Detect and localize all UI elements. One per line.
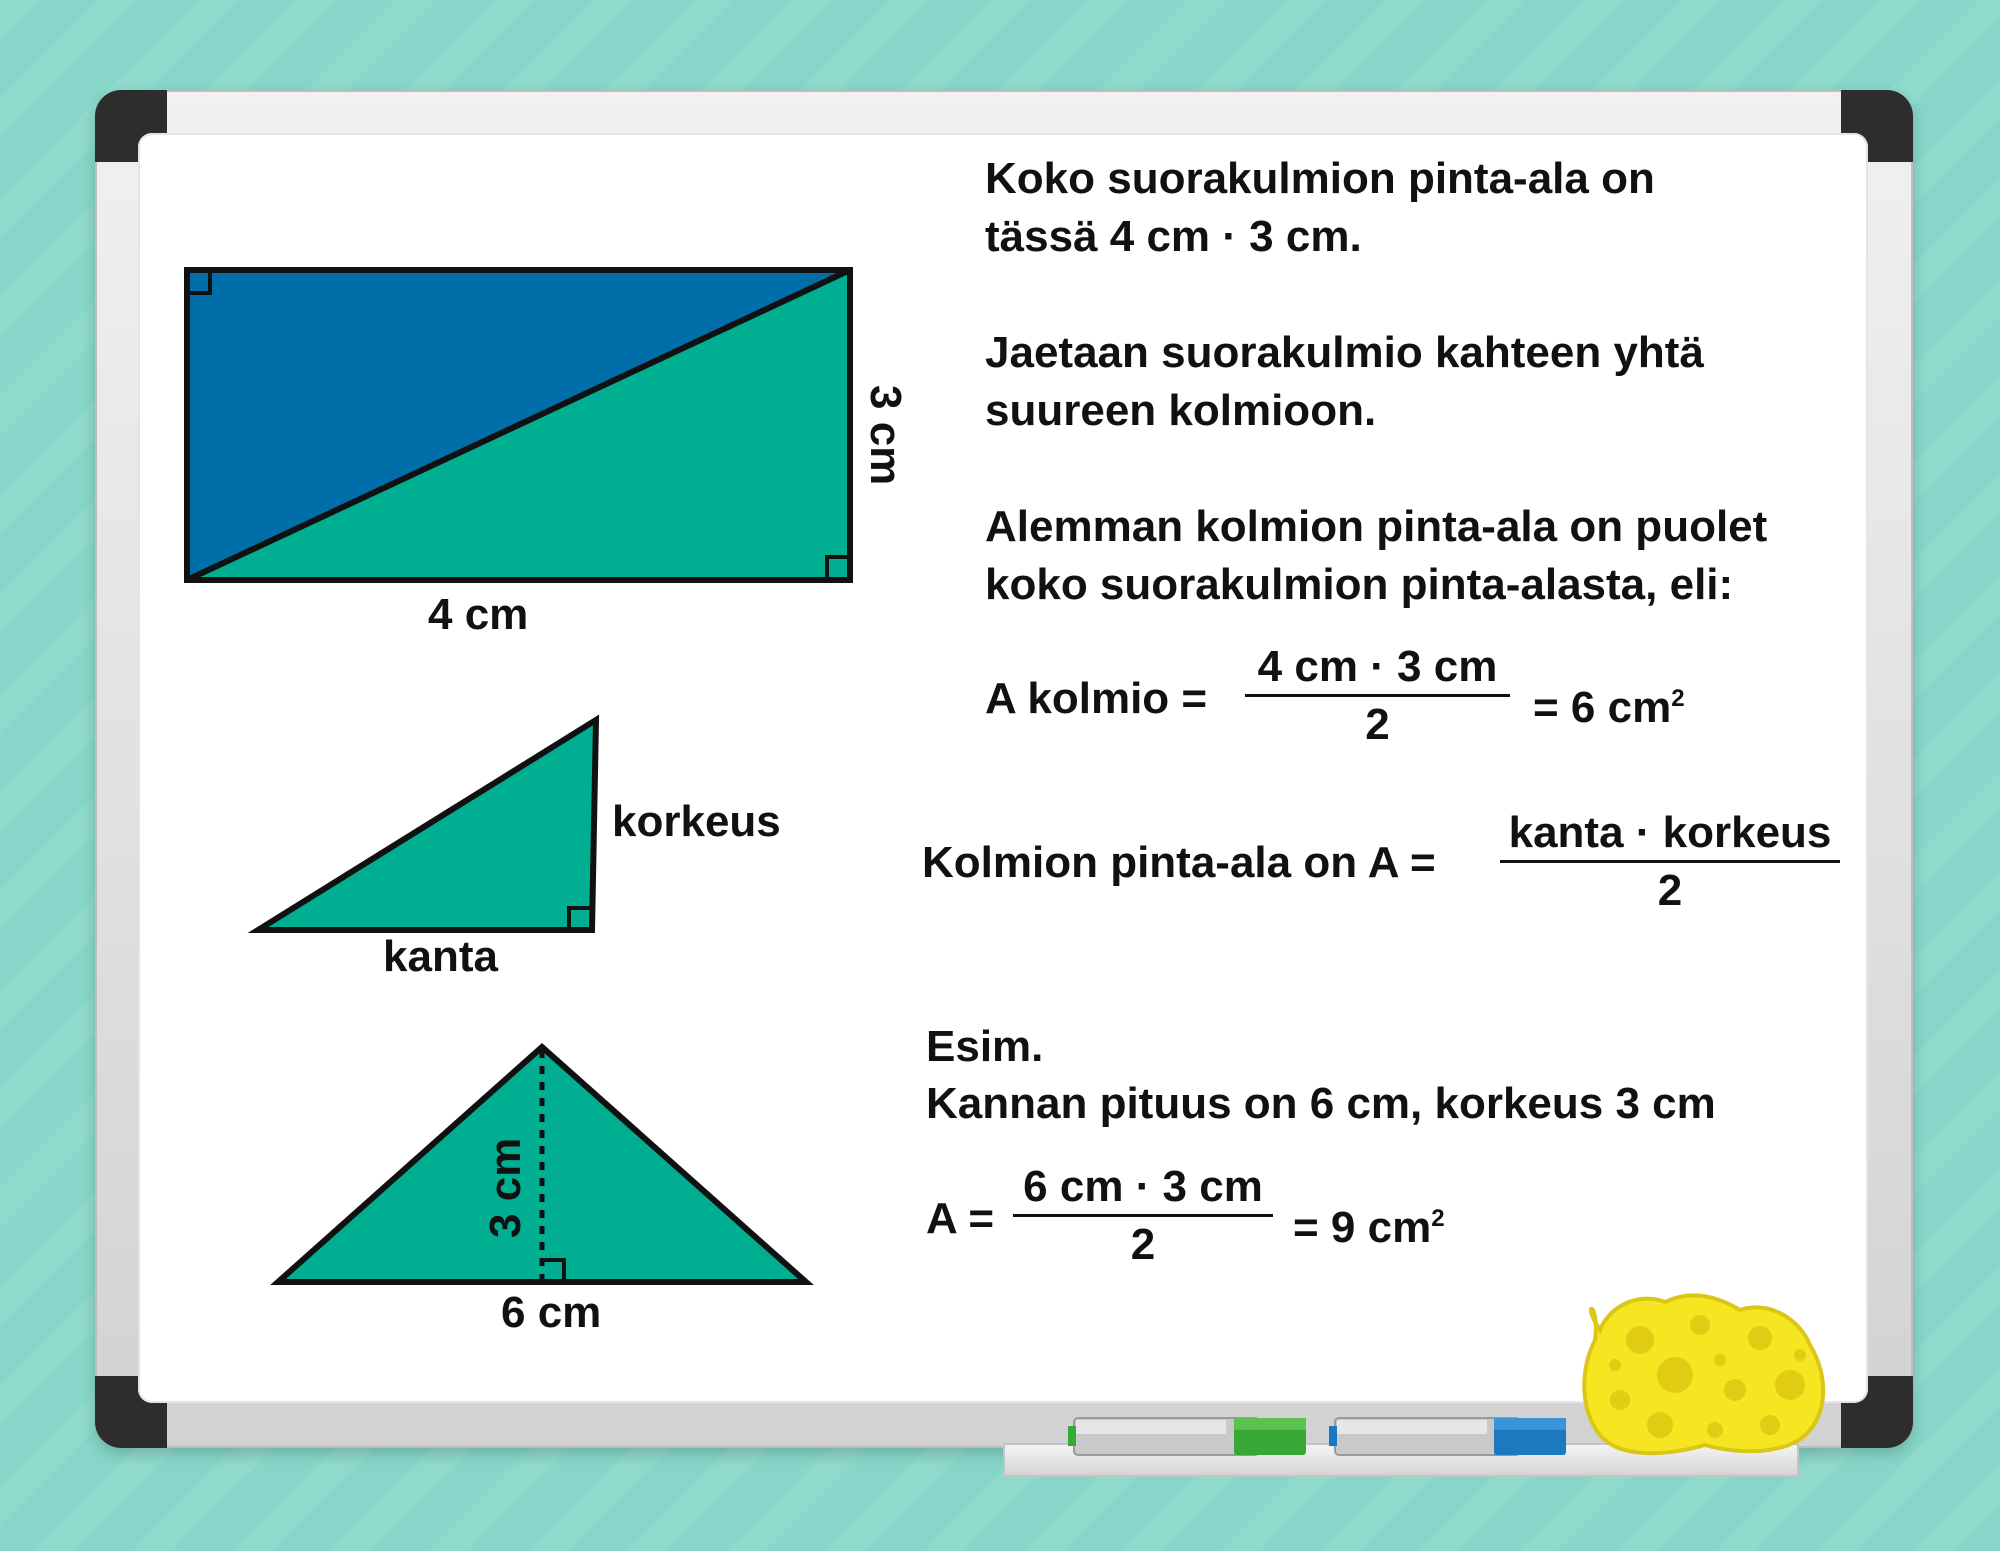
formula-1-numerator: 4 cm · 3 cm bbox=[1245, 640, 1510, 697]
example-fraction bbox=[1013, 1160, 1273, 1273]
example-lhs: A = bbox=[926, 1194, 995, 1243]
example-numerator: 6 cm · 3 cm bbox=[1013, 1160, 1273, 1217]
marker-icon bbox=[1329, 1418, 1566, 1455]
triangle-base-label: 6 cm bbox=[501, 1288, 602, 1337]
base-label: kanta bbox=[383, 932, 498, 981]
height-label: korkeus bbox=[612, 797, 781, 846]
paragraph-2-line-2: suureen kolmioon. bbox=[985, 386, 1377, 435]
formula-2-fraction bbox=[1500, 806, 1840, 919]
formula-2-lhs: Kolmion pinta-ala on A = bbox=[922, 838, 1436, 887]
rectangle-width-label: 4 cm bbox=[428, 590, 529, 639]
example-result: = 9 cm bbox=[1293, 1203, 1432, 1252]
formula-1-result: = 6 cm bbox=[1533, 683, 1672, 732]
example-heading: Esim. bbox=[926, 1022, 1044, 1071]
formula-2-denominator: 2 bbox=[1657, 866, 1683, 915]
paragraph-1-line-1: Koko suorakulmion pinta-ala on bbox=[985, 154, 1655, 203]
example-exponent: 2 bbox=[1431, 1205, 1445, 1232]
formula-1-denominator: 2 bbox=[1365, 700, 1390, 749]
rectangle-height-label: 3 cm bbox=[861, 385, 910, 486]
right-triangle-figure bbox=[258, 720, 596, 930]
marker-icon bbox=[1068, 1418, 1306, 1455]
paragraph-3-line-2: koko suorakulmion pinta-alasta, eli: bbox=[985, 560, 1734, 609]
paragraph-2-line-1: Jaetaan suorakulmio kahteen yhtä bbox=[985, 328, 1704, 377]
formula-1-lhs: A kolmio = bbox=[985, 674, 1208, 723]
triangle-figure bbox=[278, 1047, 806, 1282]
example-rhs bbox=[1293, 1190, 1445, 1257]
right-triangle bbox=[258, 720, 596, 930]
triangle-height-label: 3 cm bbox=[481, 1137, 530, 1238]
paragraph-3-line-1: Alemman kolmion pinta-ala on puolet bbox=[985, 502, 1768, 551]
formula-2-numerator: kanta · korkeus bbox=[1500, 806, 1840, 863]
sponge-icon bbox=[1584, 1295, 1823, 1453]
formula-1-exponent: 2 bbox=[1671, 685, 1685, 712]
rectangle-figure bbox=[187, 270, 850, 580]
example-denominator: 2 bbox=[1130, 1220, 1156, 1269]
example-description: Kannan pituus on 6 cm, korkeus 3 cm bbox=[926, 1079, 1716, 1128]
formula-1-fraction bbox=[1245, 640, 1510, 753]
formula-1-rhs bbox=[1533, 670, 1685, 737]
paragraph-1-line-2: tässä 4 cm · 3 cm. bbox=[985, 212, 1362, 261]
